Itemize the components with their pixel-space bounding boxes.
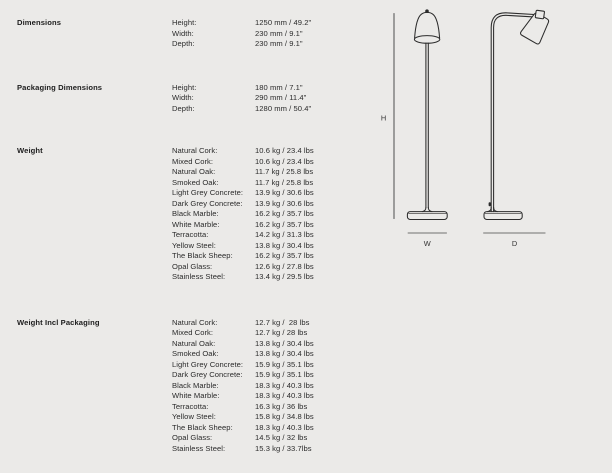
spec-row-label: Opal Glass: <box>172 433 213 443</box>
spec-row <box>172 230 314 241</box>
spec-row-label: Natural Oak: <box>172 167 216 177</box>
spec-row-value: 13.8 kg / 30.4 lbs <box>255 338 314 348</box>
spec-row-label: Height: <box>172 82 197 92</box>
spec-row-value: 13.8 kg / 30.4 lbs <box>255 240 314 250</box>
spec-row-label: Light Grey Concrete: <box>172 188 244 198</box>
spec-row <box>172 199 314 210</box>
spec-row-value: 180 mm / 7.1" <box>255 82 303 92</box>
spec-row-value: 15.8 kg / 34.8 lbs <box>255 412 314 422</box>
spec-row <box>172 178 314 189</box>
spec-row <box>172 18 311 29</box>
spec-row <box>172 412 314 423</box>
spec-rows <box>172 18 311 50</box>
spec-row-label: Stainless Steel: <box>172 272 226 282</box>
spec-row <box>172 328 314 339</box>
spec-row-value: 15.3 kg / 33.7lbs <box>255 443 312 453</box>
spec-row-value: 16.2 kg / 35.7 lbs <box>255 219 314 229</box>
spec-row <box>172 29 311 40</box>
section-title: Weight Incl Packaging <box>17 317 100 327</box>
spec-row <box>172 209 314 220</box>
spec-row-label: Black Marble: <box>172 380 219 390</box>
spec-row-label: Width: <box>172 28 194 38</box>
lamp-stem-arm-outer <box>491 13 540 212</box>
spec-row-value: 230 mm / 9.1" <box>255 28 303 38</box>
spec-row-label: Width: <box>172 93 194 103</box>
section-title: Packaging Dimensions <box>17 82 103 92</box>
spec-row <box>172 339 314 350</box>
spec-row-label: Depth: <box>172 39 195 49</box>
spec-row <box>172 220 314 231</box>
spec-row-value: 10.6 kg / 23.4 lbs <box>255 156 314 166</box>
spec-row-label: Yellow Steel: <box>172 240 216 250</box>
spec-row-label: Smoked Oak: <box>172 177 219 187</box>
side-view-drawing <box>484 10 552 219</box>
spec-rows <box>172 146 314 283</box>
lamp-base-front <box>407 212 447 220</box>
depth-dimension-label: D <box>511 238 518 248</box>
spec-row <box>172 349 314 360</box>
width-dimension-label: W <box>423 238 431 248</box>
spec-row-value: 12.6 kg / 27.8 lbs <box>255 261 314 271</box>
spec-row-label: Dark Grey Concrete: <box>172 198 243 208</box>
spec-row-value: 18.3 kg / 40.3 lbs <box>255 380 314 390</box>
spec-row <box>172 381 314 392</box>
spec-row-value: 15.9 kg / 35.1 lbs <box>255 370 314 380</box>
section-title: Dimensions <box>17 18 62 27</box>
spec-row <box>172 433 314 444</box>
spec-row-label: Mixed Cork: <box>172 156 214 166</box>
spec-row-label: Stainless Steel: <box>172 443 226 453</box>
spec-row-label: Terracotta: <box>172 401 209 411</box>
spec-rows <box>172 318 314 455</box>
spec-row-value: 12.7 kg / 28 lbs <box>255 317 310 327</box>
lamp-base-side <box>484 212 522 220</box>
spec-row-label: Height: <box>172 18 197 27</box>
spec-row-label: The Black Sheep: <box>172 251 233 261</box>
spec-row-value: 13.4 kg / 29.5 lbs <box>255 272 314 282</box>
spec-row-label: Light Grey Concrete: <box>172 359 244 369</box>
spec-row-value: 10.6 kg / 23.4 lbs <box>255 146 314 155</box>
lamp-stem-arm-inner <box>494 15 541 211</box>
spec-row <box>172 444 314 455</box>
spec-rows <box>172 83 311 115</box>
spec-row-value: 13.9 kg / 30.6 lbs <box>255 198 314 208</box>
spec-row-label: Mixed Cork: <box>172 328 214 338</box>
spec-row-label: Smoked Oak: <box>172 349 219 359</box>
spec-row-value: 18.3 kg / 40.3 lbs <box>255 422 314 432</box>
lamp-shade-front <box>415 12 440 38</box>
spec-row-value: 16.2 kg / 35.7 lbs <box>255 209 314 219</box>
spec-row <box>172 423 314 434</box>
spec-row-label: The Black Sheep: <box>172 422 233 432</box>
spec-row-label: Depth: <box>172 103 195 113</box>
spec-row <box>172 241 314 252</box>
spec-row <box>172 391 314 402</box>
height-dimension-label: H <box>380 113 387 123</box>
spec-row <box>172 146 314 157</box>
spec-row-value: 230 mm / 9.1" <box>255 39 303 49</box>
spec-row <box>172 402 314 413</box>
spec-row <box>172 318 314 329</box>
spec-row-value: 1280 mm / 50.4" <box>255 103 312 113</box>
shade-joint <box>535 10 544 19</box>
spec-row <box>172 188 314 199</box>
spec-row <box>172 83 311 94</box>
spec-row-value: 12.7 kg / 28 lbs <box>255 328 308 338</box>
lamp-switch <box>489 202 491 206</box>
spec-row <box>172 272 314 283</box>
spec-row <box>172 157 314 168</box>
stem-foot <box>494 207 498 211</box>
spec-row <box>172 251 314 262</box>
spec-row-value: 13.9 kg / 30.6 lbs <box>255 188 314 198</box>
spec-row <box>172 167 314 178</box>
spec-row-value: 1250 mm / 49.2" <box>255 18 312 27</box>
spec-row <box>172 39 311 50</box>
spec-row-value: 18.3 kg / 40.3 lbs <box>255 391 314 401</box>
stem-foot <box>428 207 432 211</box>
spec-row-value: 11.7 kg / 25.8 lbs <box>255 177 314 187</box>
spec-row-value: 290 mm / 11.4" <box>255 93 307 103</box>
spec-row-value: 16.3 kg / 36 lbs <box>255 401 308 411</box>
spec-row-value: 16.2 kg / 35.7 lbs <box>255 251 314 261</box>
spec-row-label: White Marble: <box>172 219 220 229</box>
stem-foot <box>488 207 492 211</box>
front-view-drawing <box>407 9 447 219</box>
spec-row <box>172 360 314 371</box>
spec-row-label: Terracotta: <box>172 230 209 240</box>
spec-row-value: 15.9 kg / 35.1 lbs <box>255 359 314 369</box>
spec-row-label: White Marble: <box>172 391 220 401</box>
spec-row-label: Opal Glass: <box>172 261 213 271</box>
spec-row-value: 11.7 kg / 25.8 lbs <box>255 167 314 177</box>
spec-row-label: Natural Cork: <box>172 146 218 155</box>
spec-row-value: 14.5 kg / 32 lbs <box>255 433 308 443</box>
spec-row-label: Natural Cork: <box>172 317 218 327</box>
section-title: Weight <box>17 146 43 155</box>
spec-row-label: Black Marble: <box>172 209 219 219</box>
spec-row <box>172 370 314 381</box>
spec-row <box>172 104 311 115</box>
spec-row-value: 13.8 kg / 30.4 lbs <box>255 349 314 359</box>
spec-row-label: Natural Oak: <box>172 338 216 348</box>
spec-row-value: 14.2 kg / 31.3 lbs <box>255 230 314 240</box>
spec-row <box>172 93 311 104</box>
stem-foot <box>422 207 426 211</box>
lamp-shade-opening <box>414 36 439 44</box>
spec-row-label: Yellow Steel: <box>172 412 216 422</box>
spec-row <box>172 262 314 273</box>
product-diagram <box>370 0 612 260</box>
spec-row-label: Dark Grey Concrete: <box>172 370 243 380</box>
